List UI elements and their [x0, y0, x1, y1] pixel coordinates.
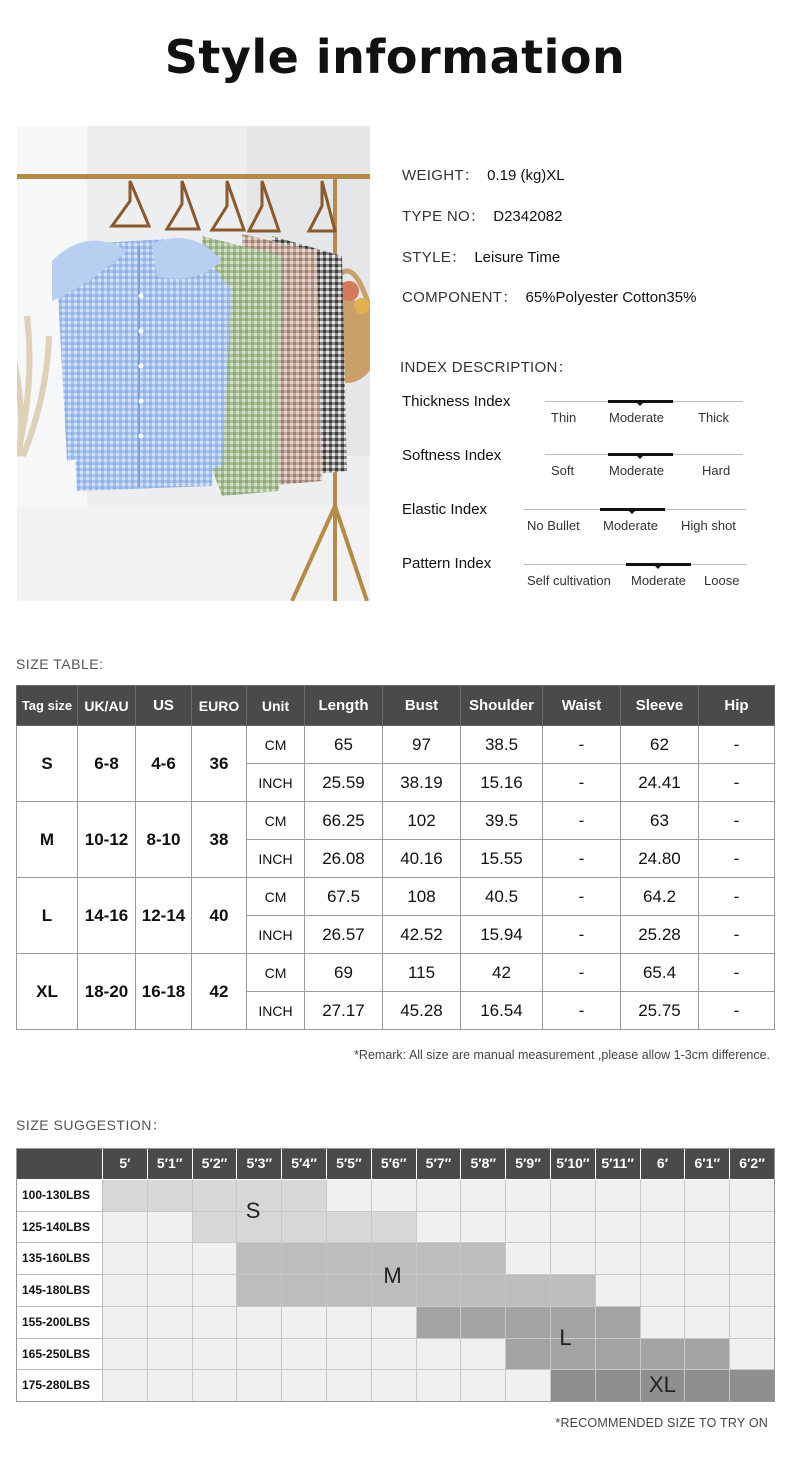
- suggestion-cell: [148, 1339, 193, 1371]
- suggestion-cell: [282, 1212, 327, 1244]
- measurement-cell: -: [543, 954, 621, 992]
- header-waist: Waist: [543, 686, 621, 726]
- pattern-option-moderate: Moderate: [631, 573, 686, 588]
- pattern-index-label: Pattern Index: [402, 555, 492, 572]
- unit-cell: INCH: [247, 840, 305, 878]
- header-length: Length: [305, 686, 383, 726]
- size-table: [16, 685, 775, 1030]
- measurement-cell: 42.52: [383, 916, 461, 954]
- size-zone-label-xl: XL: [649, 1372, 676, 1398]
- suggestion-cell: [103, 1339, 148, 1371]
- suggestion-cell: [461, 1307, 506, 1339]
- suggestion-cell: [237, 1243, 282, 1275]
- suggestion-cell: [551, 1243, 596, 1275]
- softness-index-scale: [545, 454, 743, 478]
- header-shoulder: Shoulder: [461, 686, 543, 726]
- elastic-option-high-shot: High shot: [681, 518, 736, 533]
- pattern-index-scale: [524, 564, 746, 588]
- measurement-cell: -: [699, 916, 775, 954]
- suggestion-cell: [103, 1243, 148, 1275]
- suggestion-cell: [327, 1180, 372, 1212]
- product-photo: [17, 126, 370, 601]
- unit-cell: CM: [247, 802, 305, 840]
- size-zone-label-l: L: [559, 1324, 572, 1350]
- unit-cell: CM: [247, 726, 305, 764]
- thickness-index-label: Thickness Index: [402, 393, 511, 410]
- size-table-label: SIZE TABLE:: [16, 656, 104, 672]
- size-tag-cell: XL: [17, 954, 78, 1030]
- size-us-cell: 4-6: [136, 726, 192, 802]
- unit-cell: INCH: [247, 916, 305, 954]
- measurement-cell: 42: [461, 954, 543, 992]
- height-header-cell: 5′4″: [282, 1148, 327, 1180]
- suggestion-cell: [551, 1370, 596, 1402]
- suggestion-cell: [103, 1212, 148, 1244]
- size-row: [17, 878, 775, 916]
- size-tag-cell: S: [17, 726, 78, 802]
- size-row: [17, 726, 775, 764]
- suggestion-cell: [506, 1370, 551, 1402]
- suggestion-cell: [282, 1339, 327, 1371]
- suggestion-cell: [327, 1307, 372, 1339]
- suggestion-cell: [730, 1275, 775, 1307]
- suggestion-cell: [237, 1339, 282, 1371]
- suggestion-cell: [506, 1275, 551, 1307]
- weight-row: [402, 164, 565, 185]
- suggestion-cell: [461, 1275, 506, 1307]
- measurement-cell: -: [699, 992, 775, 1030]
- clothes-rack-illustration: [17, 126, 370, 601]
- measurement-cell: 16.54: [461, 992, 543, 1030]
- height-header-cell: 5′5″: [327, 1148, 372, 1180]
- measurement-cell: 24.41: [621, 764, 699, 802]
- component-row: [402, 286, 696, 307]
- suggestion-cell: [730, 1339, 775, 1371]
- measurement-cell: 69: [305, 954, 383, 992]
- suggestion-cell: [685, 1339, 730, 1371]
- suggestion-cell: [685, 1243, 730, 1275]
- measurement-cell: -: [543, 992, 621, 1030]
- recommend-footnote: *RECOMMENDED SIZE TO TRY ON: [555, 1416, 768, 1430]
- suggestion-cell: [551, 1212, 596, 1244]
- measurement-cell: 40.16: [383, 840, 461, 878]
- elastic-index-scale: [524, 509, 746, 533]
- suggestion-cell: [461, 1243, 506, 1275]
- suggestion-cell: [372, 1370, 417, 1402]
- suggestion-cell: [641, 1243, 686, 1275]
- softness-marker-icon: [636, 455, 644, 459]
- suggestion-cell: [461, 1339, 506, 1371]
- softness-index-label: Softness Index: [402, 447, 502, 464]
- suggestion-cell: [685, 1370, 730, 1402]
- measurement-cell: 15.94: [461, 916, 543, 954]
- suggestion-cell: [641, 1180, 686, 1212]
- suggestion-cell: [730, 1243, 775, 1275]
- suggestion-cell: [596, 1180, 641, 1212]
- style-value: Leisure Time: [474, 249, 561, 266]
- suggestion-cell: [417, 1212, 462, 1244]
- size-tag-cell: L: [17, 878, 78, 954]
- suggestion-cell: [730, 1180, 775, 1212]
- measurement-cell: 65: [305, 726, 383, 764]
- header-sleeve: Sleeve: [621, 686, 699, 726]
- measurement-cell: 63: [621, 802, 699, 840]
- size-us-cell: 12-14: [136, 878, 192, 954]
- elastic-index-label: Elastic Index: [402, 501, 488, 518]
- measurement-cell: 67.5: [305, 878, 383, 916]
- suggestion-cell: [193, 1180, 238, 1212]
- suggestion-cell: [685, 1180, 730, 1212]
- suggestion-cell: [417, 1180, 462, 1212]
- size-us-cell: 16-18: [136, 954, 192, 1030]
- suggestion-cell: [103, 1275, 148, 1307]
- measurement-cell: 115: [383, 954, 461, 992]
- measurement-cell: 24.80: [621, 840, 699, 878]
- size-suggestion-grid: [16, 1148, 775, 1402]
- measurement-cell: 39.5: [461, 802, 543, 840]
- suggestion-cell: [596, 1275, 641, 1307]
- suggestion-cell: [641, 1339, 686, 1371]
- style-row: [402, 246, 560, 267]
- height-header-cell: 5′9″: [506, 1148, 551, 1180]
- suggestion-cell: [327, 1275, 372, 1307]
- suggestion-cell: [506, 1307, 551, 1339]
- size-table-body: [17, 726, 775, 1030]
- header-hip: Hip: [699, 686, 775, 726]
- weight-row-label: 100-130LBS: [16, 1180, 103, 1212]
- suggestion-cell: [193, 1275, 238, 1307]
- suggestion-cell: [506, 1243, 551, 1275]
- height-header-cell: 6′1″: [685, 1148, 730, 1180]
- suggestion-cell: [596, 1212, 641, 1244]
- suggestion-cell: [417, 1307, 462, 1339]
- suggestion-cell: [148, 1180, 193, 1212]
- measurement-cell: 25.59: [305, 764, 383, 802]
- measurement-cell: 15.55: [461, 840, 543, 878]
- suggestion-cell: [417, 1339, 462, 1371]
- measurement-cell: 45.28: [383, 992, 461, 1030]
- height-header-cell: 6′: [641, 1148, 686, 1180]
- suggestion-cell: [685, 1212, 730, 1244]
- size-suggestion-label: SIZE SUGGESTION：: [16, 1117, 167, 1133]
- measurement-cell: -: [543, 878, 621, 916]
- suggestion-cell: [596, 1307, 641, 1339]
- measurement-cell: 65.4: [621, 954, 699, 992]
- measurement-cell: -: [543, 764, 621, 802]
- suggestion-cell: [372, 1339, 417, 1371]
- pattern-marker-icon: [654, 565, 662, 569]
- suggestion-cell: [596, 1370, 641, 1402]
- suggestion-cell: [237, 1370, 282, 1402]
- measurement-cell: 102: [383, 802, 461, 840]
- thickness-option-thick: Thick: [698, 410, 730, 425]
- style-label: STYLE：: [402, 249, 467, 266]
- type-row: [402, 205, 562, 226]
- thickness-index-scale: [545, 401, 743, 425]
- size-uk-cell: 14-16: [78, 878, 136, 954]
- height-header-cell: 5′10″: [551, 1148, 596, 1180]
- unit-cell: CM: [247, 878, 305, 916]
- height-header-cell: 5′2″: [193, 1148, 238, 1180]
- height-header-cell: 5′6″: [372, 1148, 417, 1180]
- size-zone-label-s: S: [245, 1197, 261, 1223]
- measurement-cell: 97: [383, 726, 461, 764]
- header-unit: Unit: [247, 686, 305, 726]
- suggestion-cell: [372, 1180, 417, 1212]
- type-label: TYPE NO：: [402, 208, 486, 225]
- measurement-cell: 40.5: [461, 878, 543, 916]
- suggestion-cell: [193, 1212, 238, 1244]
- size-euro-cell: 36: [192, 726, 247, 802]
- unit-cell: CM: [247, 954, 305, 992]
- suggestion-cell: [730, 1370, 775, 1402]
- suggestion-cell: [327, 1212, 372, 1244]
- suggestion-cell: [551, 1339, 596, 1371]
- suggestion-cell: [103, 1307, 148, 1339]
- suggestion-cell: [193, 1307, 238, 1339]
- type-value: D2342082: [493, 208, 563, 225]
- suggestion-cell: [461, 1180, 506, 1212]
- page-title: Style information: [164, 30, 626, 84]
- size-tag-cell: M: [17, 802, 78, 878]
- size-uk-cell: 18-20: [78, 954, 136, 1030]
- elastic-marker-icon: [628, 510, 636, 514]
- suggestion-cell: [506, 1339, 551, 1371]
- suggestion-cell: [148, 1212, 193, 1244]
- measurement-cell: 26.57: [305, 916, 383, 954]
- unit-cell: INCH: [247, 992, 305, 1030]
- weight-row-label: 145-180LBS: [16, 1275, 103, 1307]
- softness-option-soft: Soft: [551, 463, 575, 478]
- measurement-cell: 25.28: [621, 916, 699, 954]
- size-uk-cell: 10-12: [78, 802, 136, 878]
- thickness-option-moderate: Moderate: [609, 410, 664, 425]
- suggestion-cell: [641, 1212, 686, 1244]
- weight-label: WEIGHT：: [402, 167, 480, 184]
- header-bust: Bust: [383, 686, 461, 726]
- suggestion-cell: [461, 1370, 506, 1402]
- suggestion-cell: [193, 1370, 238, 1402]
- suggestion-cell: [282, 1307, 327, 1339]
- component-label: COMPONENT：: [402, 289, 518, 306]
- size-row: [17, 954, 775, 992]
- suggestion-cell: [417, 1275, 462, 1307]
- measurement-cell: -: [543, 916, 621, 954]
- size-zone-label-m: M: [383, 1263, 402, 1289]
- thickness-option-thin: Thin: [551, 410, 577, 425]
- size-uk-cell: 6-8: [78, 726, 136, 802]
- measurement-cell: 38.5: [461, 726, 543, 764]
- suggestion-cell: [237, 1307, 282, 1339]
- suggestion-cell: [148, 1307, 193, 1339]
- suggestion-cell: [506, 1212, 551, 1244]
- suggestion-cell: [417, 1243, 462, 1275]
- measurement-cell: 62: [621, 726, 699, 764]
- measurement-cell: 64.2: [621, 878, 699, 916]
- measurement-cell: -: [543, 802, 621, 840]
- suggestion-cell: [596, 1339, 641, 1371]
- suggestion-cell: [148, 1275, 193, 1307]
- suggestion-cell: [372, 1307, 417, 1339]
- size-row: [17, 802, 775, 840]
- suggestion-cell: [103, 1370, 148, 1402]
- suggestion-corner-cell: [16, 1148, 103, 1180]
- weight-row-label: 155-200LBS: [16, 1307, 103, 1339]
- suggestion-cell: [730, 1212, 775, 1244]
- suggestion-cell: [237, 1275, 282, 1307]
- suggestion-cell: [730, 1307, 775, 1339]
- component-value: 65%Polyester Cotton35%: [525, 289, 697, 306]
- suggestion-cell: [641, 1275, 686, 1307]
- suggestion-cell: [193, 1339, 238, 1371]
- suggestion-cell: [685, 1307, 730, 1339]
- pattern-option-loose: Loose: [704, 573, 740, 588]
- measurement-cell: 15.16: [461, 764, 543, 802]
- weight-row-label: 165-250LBS: [16, 1339, 103, 1371]
- weight-value: 0.19 (kg)XL: [487, 167, 565, 184]
- suggestion-cell: [372, 1212, 417, 1244]
- softness-option-moderate: Moderate: [609, 463, 664, 478]
- header-euro: EURO: [192, 686, 247, 726]
- weight-row-label: 125-140LBS: [16, 1212, 103, 1244]
- suggestion-cell: [461, 1212, 506, 1244]
- header-uk-au: UK/AU: [78, 686, 136, 726]
- measurement-cell: 26.08: [305, 840, 383, 878]
- suggestion-cell: [148, 1370, 193, 1402]
- suggestion-cell: [551, 1307, 596, 1339]
- size-table-header-row: [17, 686, 775, 726]
- suggestion-cell: [551, 1180, 596, 1212]
- weight-row-label: 135-160LBS: [16, 1243, 103, 1275]
- size-us-cell: 8-10: [136, 802, 192, 878]
- suggestion-cell: [417, 1370, 462, 1402]
- suggestion-cell: [327, 1243, 372, 1275]
- measurement-cell: 38.19: [383, 764, 461, 802]
- size-remark: *Remark: All size are manual measurement ,please allow 1-3cm difference.: [354, 1048, 770, 1062]
- measurement-cell: 27.17: [305, 992, 383, 1030]
- height-header-cell: 5′11″: [596, 1148, 641, 1180]
- suggestion-cell: [641, 1307, 686, 1339]
- suggestion-cell: [506, 1180, 551, 1212]
- height-header-cell: 5′1″: [148, 1148, 193, 1180]
- index-heading: INDEX DESCRIPTION：: [400, 359, 573, 376]
- suggestion-cell: [282, 1243, 327, 1275]
- suggestion-cell: [685, 1275, 730, 1307]
- size-euro-cell: 40: [192, 878, 247, 954]
- measurement-cell: 108: [383, 878, 461, 916]
- suggestion-cell: [327, 1339, 372, 1371]
- measurement-cell: -: [699, 840, 775, 878]
- measurement-cell: -: [699, 802, 775, 840]
- suggestion-cell: [282, 1370, 327, 1402]
- elastic-option-no-bullet: No Bullet: [527, 518, 580, 533]
- pattern-option-self-cultivation: Self cultivation: [527, 573, 611, 588]
- suggestion-cell: [551, 1275, 596, 1307]
- size-euro-cell: 38: [192, 802, 247, 878]
- elastic-option-moderate: Moderate: [603, 518, 658, 533]
- measurement-cell: 66.25: [305, 802, 383, 840]
- measurement-cell: -: [699, 878, 775, 916]
- softness-option-hard: Hard: [702, 463, 731, 478]
- unit-cell: INCH: [247, 764, 305, 802]
- header-us: US: [136, 686, 192, 726]
- measurement-cell: -: [699, 764, 775, 802]
- suggestion-cell: [327, 1370, 372, 1402]
- measurement-cell: -: [699, 726, 775, 764]
- suggestion-cell: [282, 1180, 327, 1212]
- thickness-marker-icon: [636, 402, 644, 406]
- suggestion-cell: [103, 1180, 148, 1212]
- size-euro-cell: 42: [192, 954, 247, 1030]
- suggestion-cell: [596, 1243, 641, 1275]
- height-header-cell: 5′3″: [237, 1148, 282, 1180]
- suggestion-cell: [282, 1275, 327, 1307]
- height-header-cell: 5′: [103, 1148, 148, 1180]
- suggestion-cell: [193, 1243, 238, 1275]
- measurement-cell: -: [543, 726, 621, 764]
- measurement-cell: -: [699, 954, 775, 992]
- height-header-cell: 6′2″: [730, 1148, 775, 1180]
- header-tag-size: Tag size: [17, 686, 78, 726]
- weight-row-label: 175-280LBS: [16, 1370, 103, 1402]
- measurement-cell: 25.75: [621, 992, 699, 1030]
- height-header-cell: 5′7″: [417, 1148, 462, 1180]
- suggestion-cell: [148, 1243, 193, 1275]
- measurement-cell: -: [543, 840, 621, 878]
- height-header-cell: 5′8″: [461, 1148, 506, 1180]
